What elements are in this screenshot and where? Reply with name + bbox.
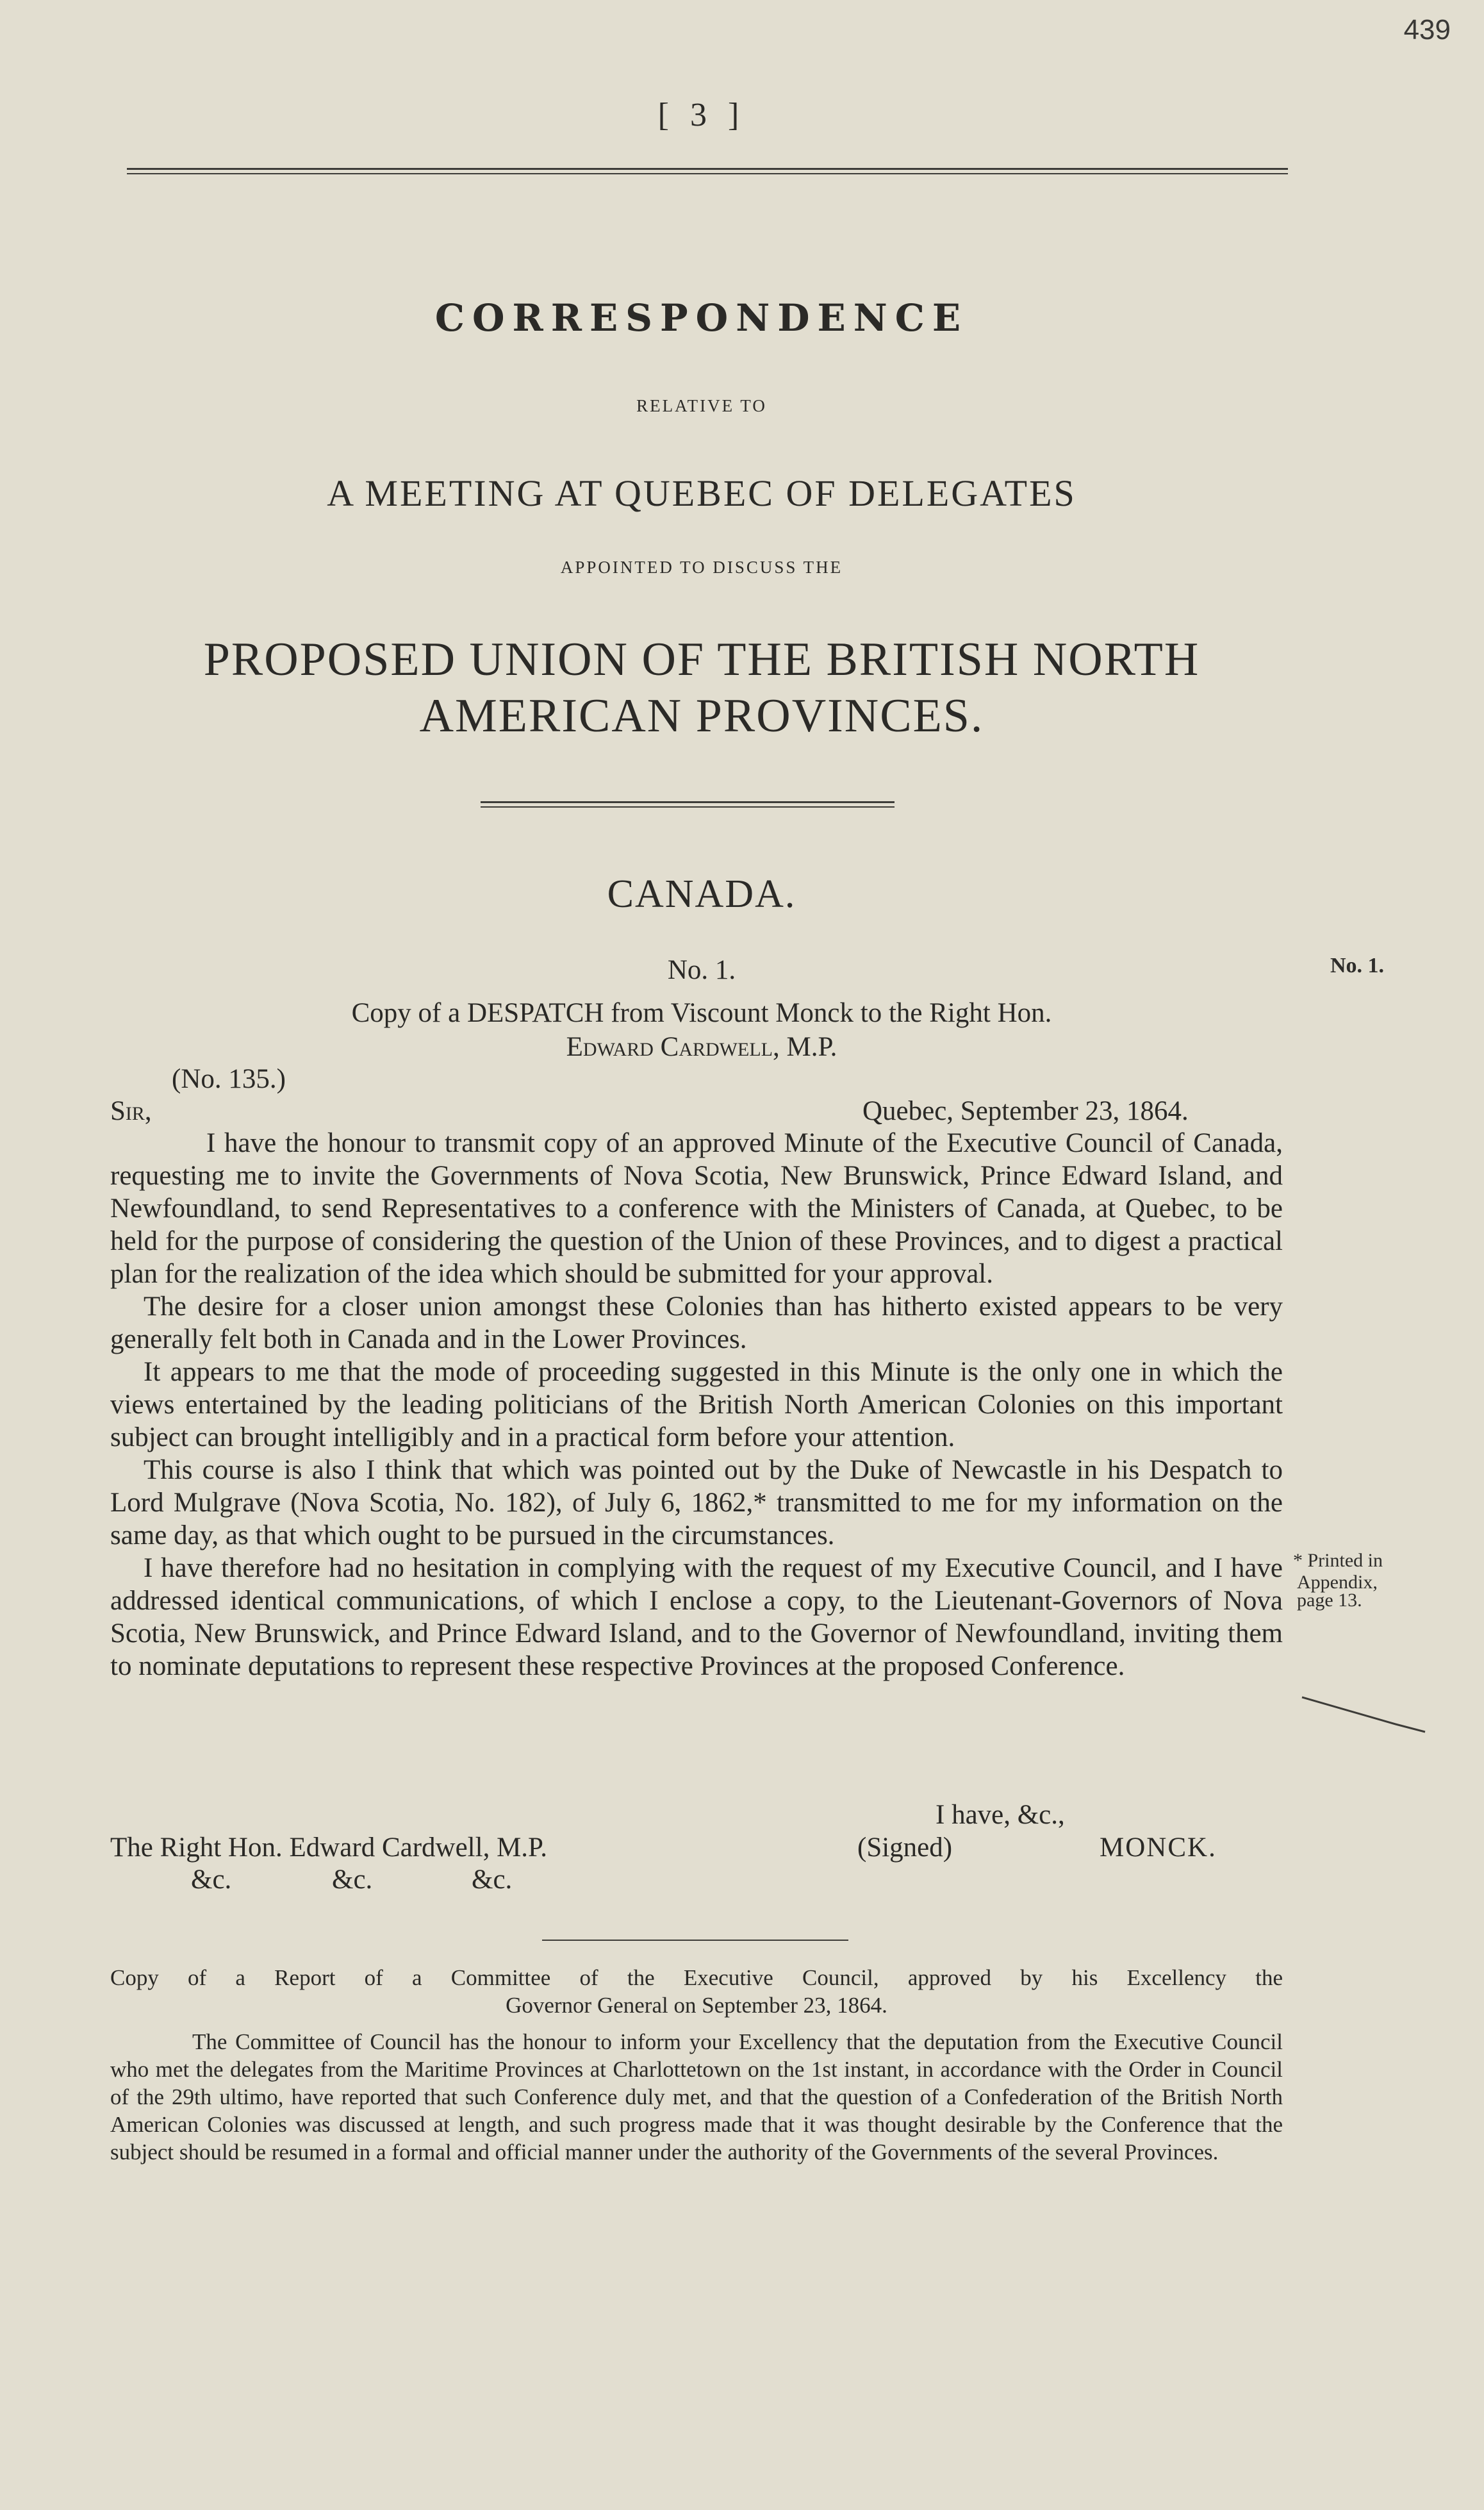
footnote-line1: * Printed in	[1293, 1550, 1383, 1571]
margin-despatch-number: No. 1.	[1330, 954, 1385, 977]
page-number: 439	[1403, 14, 1451, 46]
despatch-paragraph-2: The desire for a closer union amongst these Colonies than has hitherto existed appears to be very generally felt both in Canada and in the Lower Provinces.	[110, 1292, 1283, 1354]
footnote-line3: page 13.	[1297, 1590, 1362, 1611]
bracket-page-number: [ 3 ]	[657, 97, 746, 133]
signed-label: (Signed)	[857, 1833, 953, 1863]
report-body: The Committee of Council has the honour to inform your Excellency that the deputation from the Executive Council who met the delegates from the Maritime Provinces at Charlottetown on the 1st instant, in accordance with the Order in Council of the 29th ultimo, have reported that such Conference duly met, and that the question of a Confederation of the British North American Colonies was discussed at length, and such progress made that it was thought desirable by the Conference that the subject should be resumed in a formal and official manner under the authority of the Governments of the several Provinces.	[110, 2029, 1283, 2165]
title-appointed: APPOINTED TO DISCUSS THE	[560, 558, 843, 577]
title-correspondence: CORRESPONDENCE	[434, 296, 969, 340]
despatch-title-line2: Edward Cardwell, M.P.	[566, 1032, 837, 1062]
salutation: Sir,	[110, 1096, 152, 1126]
report-heading	[110, 1964, 1283, 2019]
title-proposed-union	[0, 631, 1403, 744]
title-double-rule	[481, 801, 895, 808]
despatch-title-line1: Copy of a DESPATCH from Viscount Monck to the Right Hon.	[351, 998, 1052, 1028]
report-heading-line2: Governor General on September 23, 1864.	[506, 1993, 887, 2018]
despatch-paragraph-1: I have the honour to transmit copy of an approved Minute of the Executive Council of Canada, requesting me to invite the Governments of Nova Scotia, New Brunswick, Prince Edward Island, and Newfoundland, to send Representatives to a conference with the Ministers of Canada, at Quebec, to be held for the purpose of considering the question of the Union of these Provinces, and to digest a practical plan for the realization of the idea which should be submitted for your approval.	[110, 1128, 1283, 1289]
section-divider	[542, 1940, 848, 1941]
despatch-body	[110, 1127, 1283, 1683]
place-and-date: Quebec, September 23, 1864.	[862, 1096, 1189, 1126]
title-meeting: A MEETING AT QUEBEC OF DELEGATES	[327, 472, 1076, 514]
top-double-rule	[127, 168, 1288, 174]
despatch-paragraph-5: I have therefore had no hesitation in complying with the request of my Executive Council, and I have addressed identical communications, of which I enclose a copy, to the Lieutenant-Governors of Nova Scotia, New Brunswick, and Prince Edward Island, and to the Governor of Newfoundland, inviting them to nominate deputations to represent these respective Provinces at the proposed Conference.	[110, 1553, 1283, 1681]
footnote-line2: Appendix,	[1297, 1572, 1378, 1593]
title-proposed-line1: PROPOSED UNION OF THE BRITISH NORTH	[203, 633, 1200, 686]
margin-pen-stroke	[1299, 1684, 1428, 1742]
closing-line: I have, &c.,	[936, 1800, 1065, 1830]
despatch-paragraph-3: It appears to me that the mode of proceeding suggested in this Minute is the only one in which the views entertained by the leading politicians of the British North American Colonies on this important subject can brought intelligibly and in a practical form before your attention.	[110, 1357, 1283, 1452]
report-heading-line1: Copy of a Report of a Committee of the Executive Council, approved by his Excellency the	[110, 1965, 1283, 1990]
etc-2: &c.	[332, 1865, 373, 1895]
despatch-paragraph-4: This course is also I think that which was pointed out by the Duke of Newcastle in his Despatch to Lord Mulgrave (Nova Scotia, No. 182), of July 6, 1862,* transmitted to me for my information on the same day, as that which ought to be pursued in the circumstances.	[110, 1455, 1283, 1550]
addressee: The Right Hon. Edward Cardwell, M.P.	[110, 1833, 547, 1863]
title-proposed-line2: AMERICAN PROVINCES.	[419, 690, 984, 742]
despatch-number: No. 1.	[667, 955, 736, 985]
etc-1: &c.	[191, 1865, 232, 1895]
despatch-reference-number: (No. 135.)	[172, 1064, 286, 1094]
margin-footnote	[1293, 1550, 1428, 1611]
etc-3: &c.	[472, 1865, 513, 1895]
title-relative-to: RELATIVE TO	[636, 396, 767, 415]
signature-monck: MONCK.	[1100, 1833, 1217, 1863]
section-heading-canada: CANADA.	[607, 872, 796, 916]
